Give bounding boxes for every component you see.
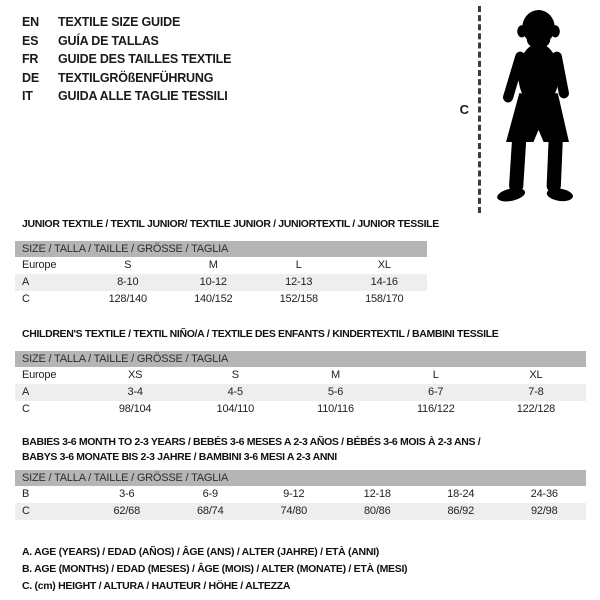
table-cell: XS	[127, 369, 143, 381]
size-header-bar: SIZE / TALLA / TAILLE / GRÖSSE / TAGLIA	[15, 241, 427, 257]
language-code: FR	[22, 52, 39, 67]
language-code: DE	[22, 70, 39, 85]
table-cell: 12-13	[285, 276, 313, 288]
table-cell: S	[231, 369, 239, 381]
table-cell: 62/68	[113, 505, 141, 517]
table-cell: 3-4	[127, 386, 143, 398]
row-label: C	[22, 403, 30, 415]
table-cell: 104/110	[216, 403, 255, 415]
footnote-age-years: A. AGE (YEARS) / EDAD (AÑOS) / ÂGE (ANS) / ALTER (JAHRE) / ETÀ (ANNI)	[22, 546, 379, 558]
babies-size-table	[15, 470, 586, 520]
table-cell: 116/122	[416, 403, 455, 415]
table-cell: 10-12	[199, 276, 227, 288]
language-code: IT	[22, 89, 33, 104]
language-code: ES	[22, 33, 39, 48]
size-guide-content	[15, 215, 586, 595]
table-cell: 9-12	[283, 488, 305, 500]
table-cell: 68/74	[196, 505, 224, 517]
table-row-months	[15, 486, 586, 503]
row-label: C	[22, 505, 30, 517]
language-label: GUIDA ALLE TAGLIE TESSILI	[58, 89, 228, 104]
table-cell: M	[331, 369, 340, 381]
babies-title-line-2: BABYS 3-6 MONATE BIS 2-3 JAHRE / BAMBINI 3-6 MESI A 2-3 ANNI	[22, 451, 337, 463]
junior-section-title: JUNIOR TEXTILE / TEXTIL JUNIOR/ TEXTILE JUNIOR / JUNIORTEXTIL / JUNIOR TESSILE	[22, 218, 439, 230]
table-row-height	[15, 401, 586, 418]
language-row-it	[22, 87, 231, 106]
table-row-age	[15, 384, 586, 401]
table-cell: 5-6	[327, 386, 344, 398]
language-label: GUÍA DE TALLAS	[58, 33, 159, 48]
table-cell: 6-7	[428, 386, 444, 398]
table-cell: S	[124, 259, 132, 271]
row-label: Europe	[22, 369, 57, 381]
table-cell: 122/128	[516, 403, 556, 415]
language-row-en	[22, 13, 231, 32]
table-cell: 140/152	[194, 293, 233, 305]
toddler-silhouette-image	[485, 6, 588, 209]
table-cell: 74/80	[280, 505, 308, 517]
table-cell: 128/140	[108, 293, 147, 305]
table-cell: 24-36	[530, 488, 558, 500]
table-cell: 86/92	[447, 505, 475, 517]
legend-footnotes	[22, 544, 586, 595]
language-row-es	[22, 32, 231, 51]
junior-size-table	[15, 241, 427, 308]
language-row-de	[22, 69, 231, 88]
language-label: GUIDE DES TAILLES TEXTILE	[58, 52, 232, 67]
height-measure-label: C	[459, 102, 469, 117]
table-row-height	[15, 503, 586, 520]
babies-title-line-1: BABIES 3-6 MONTH TO 2-3 YEARS / BEBÉS 3-6 MESES A 2-3 AÑOS / BÉBÉS 3-6 MOIS À 2-3 ANS /	[22, 436, 481, 448]
row-label: C	[22, 293, 30, 305]
table-row-age	[15, 274, 427, 291]
table-cell: XL	[529, 369, 543, 381]
table-cell: 158/170	[365, 293, 404, 305]
table-cell: 3-6	[119, 488, 135, 500]
table-row-height	[15, 291, 427, 308]
table-cell: 80/86	[363, 505, 391, 517]
table-cell: L	[432, 369, 439, 381]
table-cell: 8-10	[117, 276, 139, 288]
size-header-bar: SIZE / TALLA / TAILLE / GRÖSSE / TAGLIA	[15, 351, 586, 367]
children-section-title: CHILDREN'S TEXTILE / TEXTIL NIÑO/A / TEXTILE DES ENFANTS / KINDERTEXTIL / BAMBINI TESSILE	[22, 328, 499, 340]
table-row-europe	[15, 367, 586, 384]
table-cell: 92/98	[530, 505, 558, 517]
table-cell: 110/116	[317, 403, 354, 415]
table-cell: 12-18	[363, 488, 391, 500]
row-label: B	[22, 488, 30, 500]
table-cell: L	[295, 259, 302, 271]
height-figure	[460, 6, 588, 213]
table-cell: M	[208, 259, 218, 271]
table-cell: 14-16	[370, 276, 398, 288]
table-cell: XL	[377, 259, 391, 271]
language-code: EN	[22, 15, 39, 29]
language-label: TEXTILGRÖßENFÜHRUNG	[58, 70, 214, 85]
row-label: Europe	[22, 259, 57, 271]
row-label: A	[22, 386, 30, 398]
table-cell: 98/104	[118, 403, 152, 415]
footnote-age-months: B. AGE (MONTHS) / EDAD (MESES) / ÂGE (MOIS) / ALTER (MONATE) / ETÀ (MESI)	[22, 563, 408, 575]
table-row-europe	[15, 257, 427, 274]
language-label: TEXTILE SIZE GUIDE	[58, 15, 181, 29]
children-size-table	[15, 351, 586, 418]
language-list	[22, 13, 231, 106]
table-cell: 18-24	[447, 488, 475, 500]
height-dashed-line	[478, 6, 481, 213]
size-header-bar: SIZE / TALLA / TAILLE / GRÖSSE / TAGLIA	[15, 470, 586, 486]
table-cell: 4-5	[227, 386, 243, 398]
table-cell: 7-8	[528, 386, 544, 398]
table-cell: 152/158	[279, 293, 318, 305]
babies-section-title	[22, 435, 586, 465]
row-label: A	[22, 276, 30, 288]
footnote-height: C. (cm) HEIGHT / ALTURA / HAUTEUR / HÖHE / ALTEZZA	[22, 580, 291, 592]
language-row-fr	[22, 50, 231, 69]
table-cell: 6-9	[202, 488, 218, 500]
